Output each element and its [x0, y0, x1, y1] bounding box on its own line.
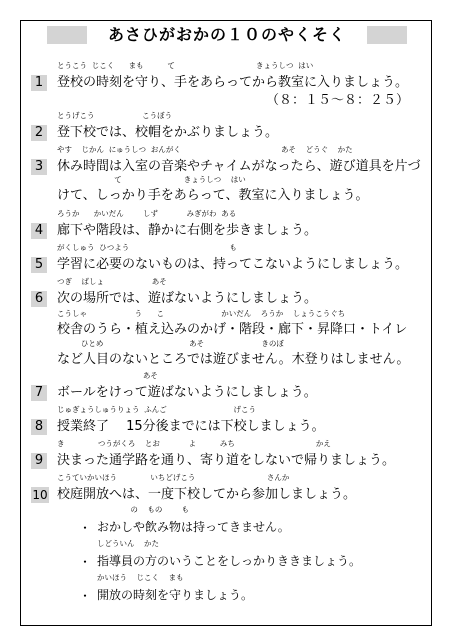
- sub-rule-item: [21, 505, 425, 537]
- rule-text: 決まった通学路を通り、寄り道をしないで帰りましょう。: [57, 453, 396, 468]
- rule-text: 授業終了 15分後までには下校しましょう。: [57, 419, 325, 434]
- rule-number: 9: [31, 453, 47, 469]
- rule-number: 5: [31, 257, 47, 273]
- rule-item-3: [31, 145, 425, 205]
- rule-item-1: [31, 61, 425, 107]
- rule-item-5: [31, 243, 425, 273]
- rule-text-continued: など人目のないところでは遊びません。木登りはしません。: [57, 352, 410, 367]
- rule-item-10: [31, 473, 425, 503]
- rule-text-continued: けて、しっかり手をあらって、教室に入りましょう。: [57, 188, 369, 203]
- rule-number: 3: [31, 159, 47, 175]
- rule-item-6: [31, 277, 425, 369]
- sub-rule-text: 指導員の方のいうことをしっかりききましょう。: [97, 554, 362, 568]
- rule-item-2: [31, 111, 425, 141]
- sub-rule-item: [21, 539, 425, 571]
- furigana: ろうか かいだん しず みぎがわ ある: [57, 209, 237, 218]
- rule-text: 校庭開放へは、一度下校してから参加しましょう。: [57, 487, 357, 502]
- furigana: じゅぎょうしゅうりょう ふんご げこう: [57, 405, 257, 414]
- page-title: あさひがおかの１０のやくそく: [107, 25, 346, 44]
- sub-rule-item: [21, 573, 425, 605]
- furigana: あそ: [57, 371, 158, 380]
- furigana: とうこう じこく まも て きょうしつ はい: [57, 61, 314, 70]
- rule-places-list: 校舎のうら・植え込みのかげ・階段・廊下・昇降口・トイレ: [57, 322, 408, 337]
- rule-item-4: [31, 209, 425, 239]
- rules-sheet: [20, 20, 432, 626]
- furigana: かいほう じこく まも: [97, 573, 184, 582]
- rule-item-7: [31, 371, 425, 401]
- rule-number: 7: [31, 385, 47, 401]
- rule-number: 10: [32, 488, 48, 502]
- rule-number: 4: [31, 223, 47, 239]
- rule-number: 8: [31, 419, 47, 435]
- rule-item-9: [31, 439, 425, 469]
- rule-number: 6: [31, 291, 47, 307]
- rule-text: 登下校では、校帽をかぶりましょう。: [57, 125, 279, 140]
- furigana: がくしゅう ひつよう も: [57, 243, 237, 252]
- rule-text: 廊下や階段は、静かに右側を歩きましょう。: [57, 223, 318, 238]
- furigana: こうていかいほう いちどげこう さんか: [57, 473, 290, 482]
- rule-item-8: [31, 405, 425, 435]
- title-bar-right-block: [367, 26, 407, 44]
- bullet-mark: ・: [79, 521, 92, 535]
- rule-number: 1: [31, 75, 47, 91]
- furigana: とうげこう こうぼう: [57, 111, 173, 120]
- rule-time-range: （８：１５～８：２５）: [265, 93, 409, 108]
- furigana: き つうがくろ とお よ みち かえ: [57, 439, 331, 448]
- rule-text: 次の場所では、遊ばないようにしましょう。: [57, 291, 318, 306]
- furigana: の もの も: [97, 505, 189, 514]
- bullet-mark: ・: [79, 589, 92, 603]
- title-bar: [47, 24, 407, 46]
- furigana: やす じかん にゅうしつ おんがく あそ どうぐ かた: [57, 145, 353, 154]
- sub-rule-text: おかしや飲み物は持ってきません。: [97, 520, 290, 534]
- rule-number: 2: [31, 125, 47, 141]
- title-bar-left-block: [47, 26, 87, 44]
- furigana: しどういん かた: [97, 539, 160, 548]
- furigana: ひとめ あそ きのぼ: [57, 339, 284, 348]
- sub-rule-text: 開放の時刻を守りましょう。: [97, 588, 254, 602]
- rule-text: 登校の時刻を守り、手をあらってから教室に入りましょう。: [57, 75, 409, 90]
- furigana: て きょうしつ はい: [57, 175, 246, 184]
- furigana: こうしゃ う こ かいだん ろうか しょうこうぐち: [57, 309, 346, 318]
- rule-text: ボールをけって遊ばないようにしましょう。: [57, 385, 317, 400]
- furigana: つぎ ばしょ あそ: [57, 277, 167, 286]
- rule-text: 休み時間は入室の音楽やチャイムがなったら、遊び道具を片づ: [57, 159, 421, 174]
- rule-text: 学習に必要のないものは、持ってこないようにしましょう。: [57, 257, 409, 272]
- bullet-mark: ・: [79, 555, 92, 569]
